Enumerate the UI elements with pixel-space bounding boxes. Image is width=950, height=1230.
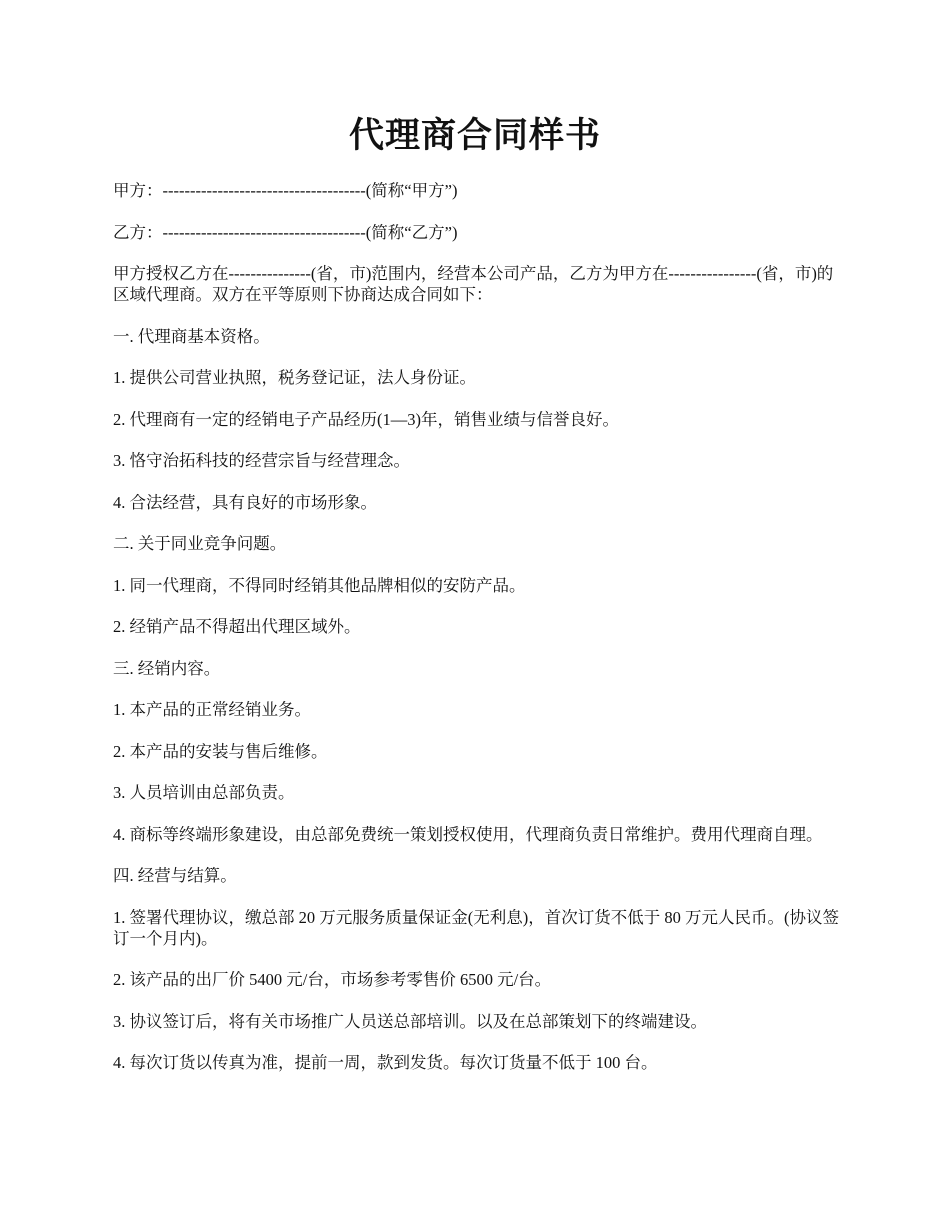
clause-4-1: 1. 签署代理协议，缴总部 20 万元服务质量保证金(无利息)，首次订货不低于 80 万元人民币。(协议签订一个月内)。	[113, 907, 839, 948]
clause-4-3: 3. 协议签订后，将有关市场推广人员送总部培训。以及在总部策划下的终端建设。	[113, 1011, 707, 1031]
clause-3-2: 2. 本产品的安装与售后维修。	[113, 741, 328, 761]
clause-3-3: 3. 人员培训由总部负责。	[113, 783, 295, 802]
clause-1-3: 3. 恪守治拓科技的经营宗旨与经营理念。	[113, 451, 410, 470]
clause-1-1: 1. 提供公司营业执照，税务登记证，法人身份证。	[113, 368, 476, 387]
authorization-paragraph: 甲方授权乙方在---------------(省，市)范围内，经营本公司产品，乙方为甲方在----------------(省，市)的区域代理商。双方在平等原则下协商达成合同如下：	[113, 264, 834, 304]
section-heading-2: 二. 关于同业竞争问题。	[113, 534, 287, 553]
clause-2-2: 2. 经销产品不得超出代理区域外。	[113, 617, 361, 636]
clause-4-2: 2. 该产品的出厂价 5400 元/台，市场参考零售价 6500 元/台。	[113, 970, 552, 989]
clause-3-4: 4. 商标等终端形象建设，由总部免费统一策划授权使用，代理商负责日常维护。费用代理商自理。	[113, 824, 823, 844]
document-body	[113, 180, 840, 1094]
party-b-line: 乙方：-------------------------------------(简称“乙方”)	[113, 222, 458, 242]
section-heading-3: 三. 经销内容。	[113, 658, 221, 678]
clause-1-2: 2. 代理商有一定的经销电子产品经历(1—3)年，销售业绩与信誉良好。	[113, 409, 619, 429]
party-a-line: 甲方：-------------------------------------(简称“甲方”)	[113, 181, 458, 200]
clause-2-1: 1. 同一代理商，不得同时经销其他品牌相似的安防产品。	[113, 575, 526, 595]
document-title: 代理商合同样书	[348, 116, 601, 155]
section-heading-4: 四. 经营与结算。	[113, 866, 237, 885]
clause-4-4: 4. 每次订货以传真为准，提前一周，款到发货。每次订货量不低于 100 台。	[113, 1053, 658, 1072]
clause-1-4: 4. 合法经营，具有良好的市场形象。	[113, 492, 377, 512]
section-heading-1: 一. 代理商基本资格。	[113, 326, 270, 346]
clause-3-1: 1. 本产品的正常经销业务。	[113, 700, 311, 719]
